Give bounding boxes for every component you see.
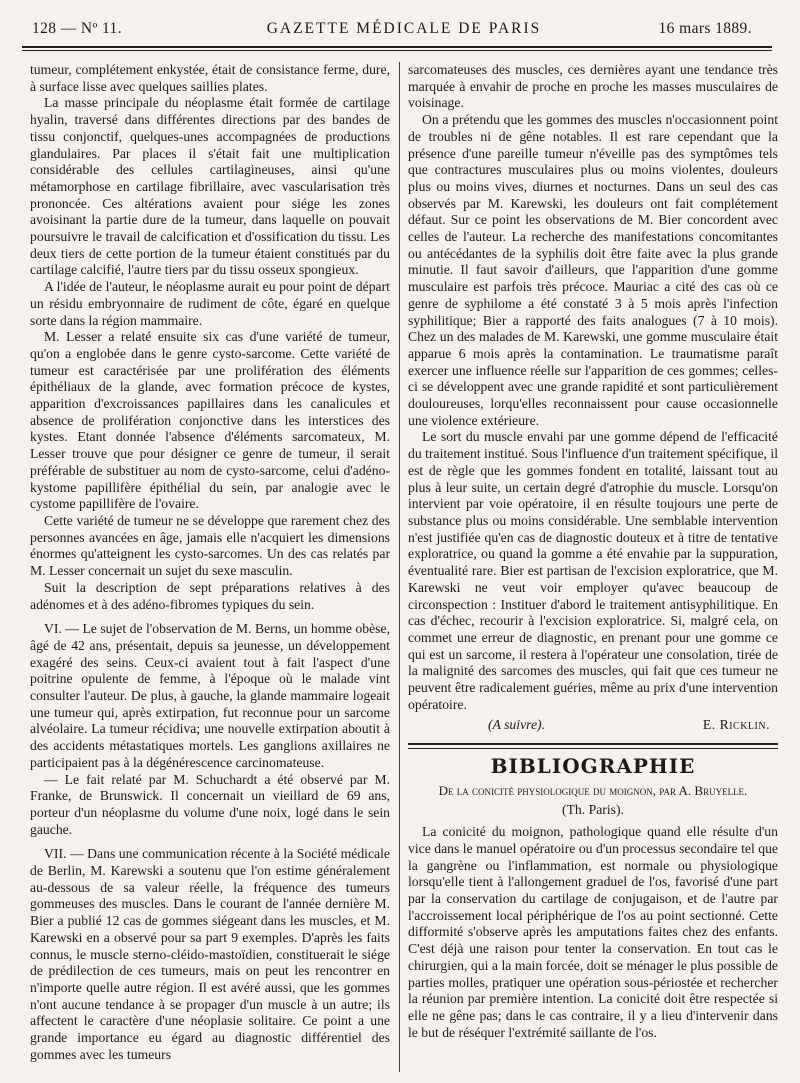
section-vi: VI. — Le sujet de l'observation de M. Berns, un homme obèse, âgé de 42 ans, présentait, depuis sa jeunesse, un développement exagéré des seins. Ceux-ci avaient tout à fait l'aspect d'une poitrine opulente de femme, à l'époque où le malade vint consulter l'auteur. De plus, à gauche, la glande mammaire logeait une tumeur qui, après extirpation, fut reconnue pour un sarcome alvéolaire. La tumeur récidiva; une nouvelle extirpation aboutit à des accidents métastatiques mortels. Les ganglions axillaires ne participaient pas à la dégénérescence carcinomateuse.	[30, 621, 390, 770]
bibliography-subtitle: De la conicité physiologique du moignon, par A. Bruyelle.	[438, 782, 748, 798]
paragraph: M. Lesser a relaté ensuite six cas d'une variété de tumeur, qu'on a englobée dans le genre cysto-sarcome. Cette variété de tumeur est caractérisée par une prolifération des éléments épithéliaux de la glande, avec formation précoce de kystes, apparition d'excroissances papillaires dans les canalicules et absence de prolifération conjonctive dans les interstices des kystes. Etant donnée l'absence d'éléments sarcomateux, M. Lesser trouve que pour désigner ce genre de tumeur, il serait préférable de substituer au nom de cysto-sarcome, celui d'adéno-kystome papillifère épithélial du sein, par analogie avec le cystome papillifère de l'ovaire.	[30, 329, 390, 512]
column-divider	[399, 62, 400, 1072]
section-rule	[408, 743, 778, 745]
to-be-continued: (A suivre).	[488, 717, 546, 733]
page-number: 128 — Nº 11.	[32, 20, 122, 37]
left-column	[30, 62, 390, 1072]
bibliography-source: (Th. Paris).	[562, 801, 624, 817]
paragraph: tumeur, complétement enkystée, était de consistance ferme, dure, à surface lisse avec quelques saillies plates.	[30, 62, 390, 94]
signature	[408, 717, 778, 734]
paragraph: sarcomateuses des muscles, ces dernières ayant une tendance très marquée à envahir de proche en proche les masses musculaires de voisinage.	[408, 62, 778, 111]
page-header	[22, 14, 786, 44]
header-rule	[22, 46, 772, 48]
paragraph: A l'idée de l'auteur, le néoplasme aurait eu pour point de départ un résidu embryonnaire de rudiment de côte, égaré en quelque sorte dans la région mammaire.	[30, 279, 390, 328]
section-rule-thin	[408, 748, 778, 749]
bibliography-text: La conicité du moignon, pathologique quand elle résulte d'un vice dans le manuel opératoire ou d'un processus secondaire tel que la gangrène ou l'inflammation, est normale ou physiologique lorsqu'elle tient à l'allongement graduel de l'os, favorisé d'une part par la conservation du cartilage de conjugaison, et de l'autre par l'accroissement local périphérique de l'os au point sectionné. Cette difformité s'observe après les amputations faites chez des enfants. C'est déjà une raison pour tenter la conservation. En tout cas le chirurgien, qui a la main forcée, doit se ménager le plus possible de parties molles, pratiquer une opération sous-périostée et rechercher la réunion par première intention. La conicité doit être respectée si elle ne gêne pas; dans le cas contraire, il y a lieu d'intervenir dans le but de réséquer l'extrémité saillante de l'os.	[408, 824, 778, 1040]
author-name: E. Ricklin.	[702, 717, 770, 733]
bibliography-heading: BIBLIOGRAPHIE	[490, 754, 696, 779]
paragraph: La masse principale du néoplasme était formée de cartilage hyalin, traversé dans différentes directions par des bandes de tissu conjonctif, quelques-unes accompagnées de productions glandulaires. Par places il s'était fait une multiplication considérable des cellules cartilagineuses, ainsi qu'une métamorphose en cartilage fibrillaire, avec vascularisation très prononcée. Ces altérations avaient pour siége les zones avoisinant la partie dure de la tumeur, dans laquelle on pouvait poursuivre le travail de calcification et d'ossification du tissu. Les deux tiers de cette portion de la tumeur étaient constitués par du cartilage calcifié, l'autre tiers par du tissu osseux spongieux.	[30, 95, 390, 278]
section-vii: VII. — Dans une communication récente à la Société médicale de Berlin, M. Karewski a soutenu que l'on estime généralement au-dessous de sa valeur réelle, la fréquence des tumeurs gommeuses des muscles. Dans le courant de l'année dernière M. Bier a publié 12 cas de gommes siégeant dans les muscles, et M. Karewski en a observé pour sa part 9 exemples. D'après les faits connus, le muscle sterno-cléido-mastoïdien, constituerait le siége de prédilection de ces tumeurs, mais on peut les rencontrer en n'importe quelle autre région. Il est avéré aussi, que les gommes n'ont aucune tendance à se propager d'un muscle à un autre; ils affectent le caractère d'une néoplasie solitaire. Ce point a une grande importance eu égard au diagnostic différentiel des gommes avec les tumeurs	[30, 846, 390, 1062]
journal-title: GAZETTE MÉDICALE DE PARIS	[266, 20, 542, 37]
paragraph: Le sort du muscle envahi par une gomme dépend de l'efficacité du traitement institué. Sous l'influence d'un traitement spécifique, il est de règle que les gommes fondent en totalité, laissant tout au plus à leur suite, un certain degré d'atrophie du muscle. Lorsqu'on intervient par voie opératoire, il en résulte toujours une perte de substance plus ou moins considérable. Une semblable intervention n'est justifiée qu'en cas de diagnostic douteux et à titre de tentative exploratrice, ou quand la gomme a été envahie par la suppuration, éventualité rare. Bier est partisan de l'excision exploratrice, que M. Karewski ne veut voir employer qu'avec beaucoup de circonspection : Instituer d'abord le traitement antisyphilitique. En cas d'échec, recourir à l'excision exploratrice. Si, malgré cela, on commet une erreur de diagnostic, en prenant pour une gomme ce qui est un sarcome, il restera à l'opérateur une consolation, tirée de la malignité des sarcomes des muscles, qui fait que ces tumeur ne peuvent être radicalement guéries, même au prix d'une intervention opératoire.	[408, 429, 778, 712]
paragraph: Cette variété de tumeur ne se développe que rarement chez des personnes avancées en âge, jamais elle n'acquiert les dimensions énormes qu'atteignent les cysto-sarcomes. Un des cas relatés par M. Lesser concernait un sujet du sexe masculin.	[30, 512, 390, 579]
issue-date: 16 mars 1889.	[658, 20, 752, 37]
header-rule-thin	[22, 50, 772, 51]
paragraph: On a prétendu que les gommes des muscles n'occasionnent point de troubles ni de gêne notables. Il est rare cependant que la présence d'une pareille tumeur n'éveille pas des symptômes tels que contractures musculaires plus ou moins violentes, douleurs plus ou moins vives, diurnes et nocturnes. Dans un seul des cas observés par M. Karewski, les douleurs ont fait complétement défaut. Sur ce point les observations de M. Bier concordent avec celles de l'auteur. La recherche des manifestations concomitantes ou antécédantes de la syphilis doit être faite avec la plus grande minutie. Il faut savoir d'ailleurs, que l'apparition d'une gomme musculaire est parfois très précoce. Mauriac a cité des cas où ce genre de syphilome a été constaté 3 à 5 mois après l'infection syphilitique; Bier a rapporté des faits analogues (7 à 10 mois). Chez un des malades de M. Karewski, une gomme musculaire était apparue 6 mois après la contamination. Le traumatisme paraît exercer une influence réelle sur l'apparition de ces gommes; celles-ci se développent avec une grande rapidité et sont particulièrement douloureuses, lorqu'elles reconnaissent pour cause occasionnelle une violence extérieure.	[408, 112, 778, 428]
paragraph: Suit la description de sept préparations relatives à des adénomes et à des adéno-fibromes typiques du sein.	[30, 579, 390, 612]
right-column	[408, 62, 778, 1072]
paragraph: — Le fait relaté par M. Schuchardt a été observé par M. Franke, de Brunswick. Il concernait un vieillard de 69 ans, porteur d'un néoplasme du volume d'une noix, logé dans le sein gauche.	[30, 771, 390, 837]
